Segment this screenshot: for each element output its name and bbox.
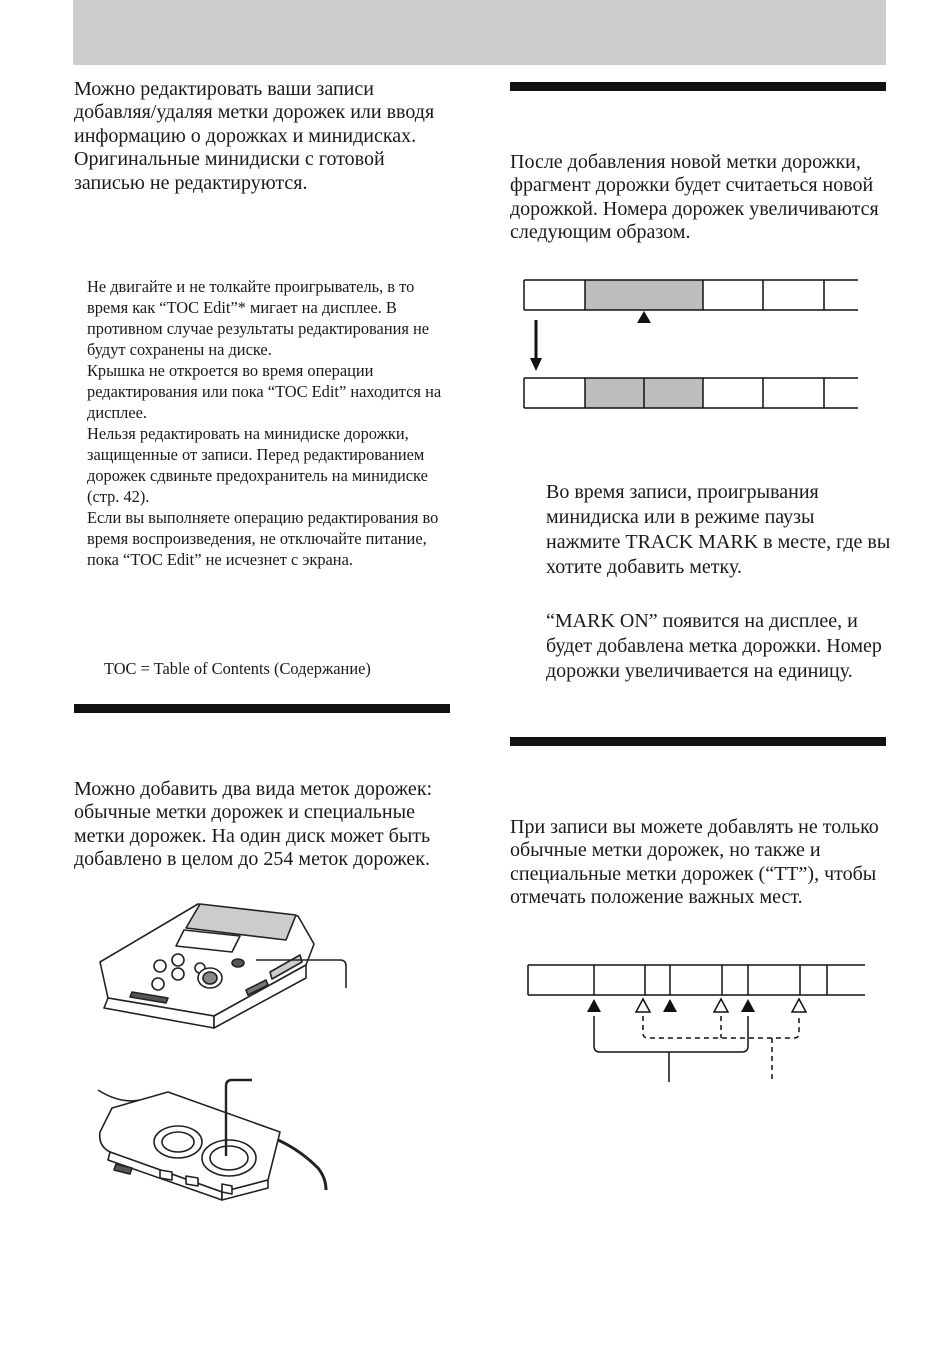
numbering-paragraph: После добавления новой метки дорожки, фрагмент дорожки будет считаеться новой дорожкой. Номера дорожек увеличиваются следующим образом. bbox=[510, 151, 879, 244]
step-result: “MARK ON” появится на дисплее, и будет добавлена метка дорожки. Номер дорожки увеличивается на единицу. bbox=[546, 610, 882, 682]
special-mark-icon bbox=[714, 999, 728, 1012]
step-instruction: Во время записи, проигрывания минидиска или в режиме паузы нажмите TRACK MARK в месте, где вы хотите добавить метку. bbox=[546, 481, 891, 578]
special-mark-icon bbox=[636, 999, 650, 1012]
note-item: Крышка не откроется во время операции редактирования или пока “TOC Edit” находится на дисплее. bbox=[87, 361, 442, 422]
down-arrow-icon bbox=[530, 358, 542, 371]
note-item: Нельзя редактировать на минидиске дорожки, защищенные от записи. Перед редактированием дорожек сдвиньте предохранитель на минидиске (стр. 42). bbox=[87, 424, 428, 506]
track-mark-icon bbox=[663, 999, 677, 1012]
special-mark-icon bbox=[792, 999, 806, 1012]
footnote: TOC = Table of Contents (Содержание) bbox=[104, 659, 371, 678]
note-item: Если вы выполняете операцию редактирования во время воспроизведения, не отключайте питание, пока “TOC Edit” не исчезнет с экрана. bbox=[87, 508, 439, 569]
track-mark-icon bbox=[741, 999, 755, 1012]
minidisc-player-illustration bbox=[0, 904, 346, 1028]
intro-paragraph: Можно редактировать ваши записи добавляя/удаляя метки дорожек или вводя информацию о дорожках и минидисках. Оригинальные минидиски с готовой записью не редактируются. bbox=[74, 78, 435, 194]
marks-intro-paragraph: Можно добавить два вида меток дорожек: обычные метки дорожек и специальные метки дорожек. На один диск может быть добавлено в целом до 254 меток дорожек. bbox=[74, 778, 433, 871]
note-item: Не двигайте и не толкайте проигрыватель, в то время как “TOC Edit”* мигает на дисплее. В противном случае результаты редактирования не будут сохранены на диске. bbox=[87, 277, 430, 359]
remote-control-illustration bbox=[98, 1080, 326, 1200]
track-numbering-diagram bbox=[524, 280, 858, 408]
track-mark-arrow-icon bbox=[637, 311, 651, 323]
special-marks-paragraph: При записи вы можете добавлять не только обычные метки дорожек, но также и специальные метки дорожек (“TT”), чтобы отмечать положение важных мест. bbox=[510, 816, 879, 909]
track-mark-icon bbox=[587, 999, 601, 1012]
special-marks-diagram bbox=[528, 965, 865, 1082]
